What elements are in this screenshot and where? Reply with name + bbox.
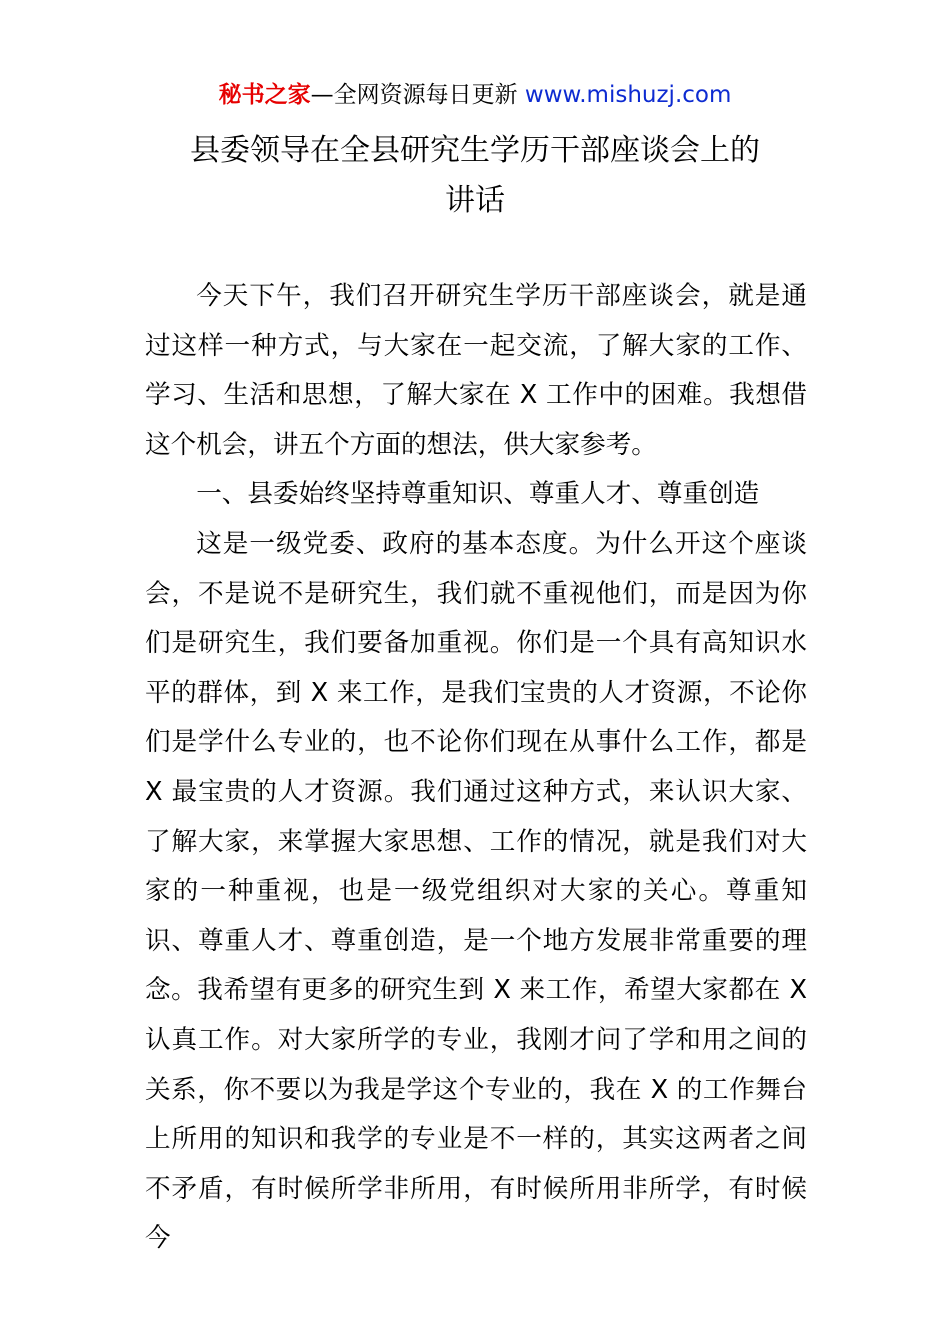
title-line-2: 讲话 (445, 183, 505, 218)
brand-name: 秘书之家 (218, 82, 311, 108)
section-1-paragraph: 这是一级党委、政府的基本态度。为什么开这个座谈会，不是说不是研究生，我们就不重视他们，而是因为你们是研究生，我们要备加重视。你们是一个具有高知识水平的群体，到 X 来工作，是我们宝贵的人才资源，不论你们是学什么专业的，也不论你们现在从事什么工作，都是 X 最宝贵的人才资源。我们通过这种方式，来认识大家、了解大家，来掌握大家思想、工作的情况，就是我们对大家的一种重视，也是一级党组织对大家的关心。尊重知识、尊重人才、尊重创造，是一个地方发展非常重要的理念。我希望有更多的研究生到 X 来工作，希望大家都在 X 认真工作。对大家所学的专业，我刚才问了学和用之间的关系，你不要以为我是学这个专业的，我在 X 的工作舞台上所用的知识和我学的专业是不一样的，其实这两者之间不矛盾，有时候所学非所用，有时候所用非所学，有时候今 (145, 528, 807, 1254)
document-title (145, 126, 805, 226)
site-header (0, 78, 950, 112)
header-tagline: —全网资源每日更新 (310, 82, 518, 108)
title-line-1: 县委领导在全县研究生学历干部座谈会上的 (190, 133, 760, 168)
site-url-link[interactable]: www.mishuzj.com (524, 82, 732, 108)
intro-paragraph: 今天下午，我们召开研究生学历干部座谈会，就是通过这样一种方式，与大家在一起交流，了解大家的工作、学习、生活和思想，了解大家在 X 工作中的困难。我想借这个机会，讲五个方面的想法，供大家参考。 (145, 281, 807, 460)
document-body (145, 272, 807, 1264)
section-heading-1: 一、县委始终坚持尊重知识、尊重人才、尊重创造 (196, 479, 760, 510)
